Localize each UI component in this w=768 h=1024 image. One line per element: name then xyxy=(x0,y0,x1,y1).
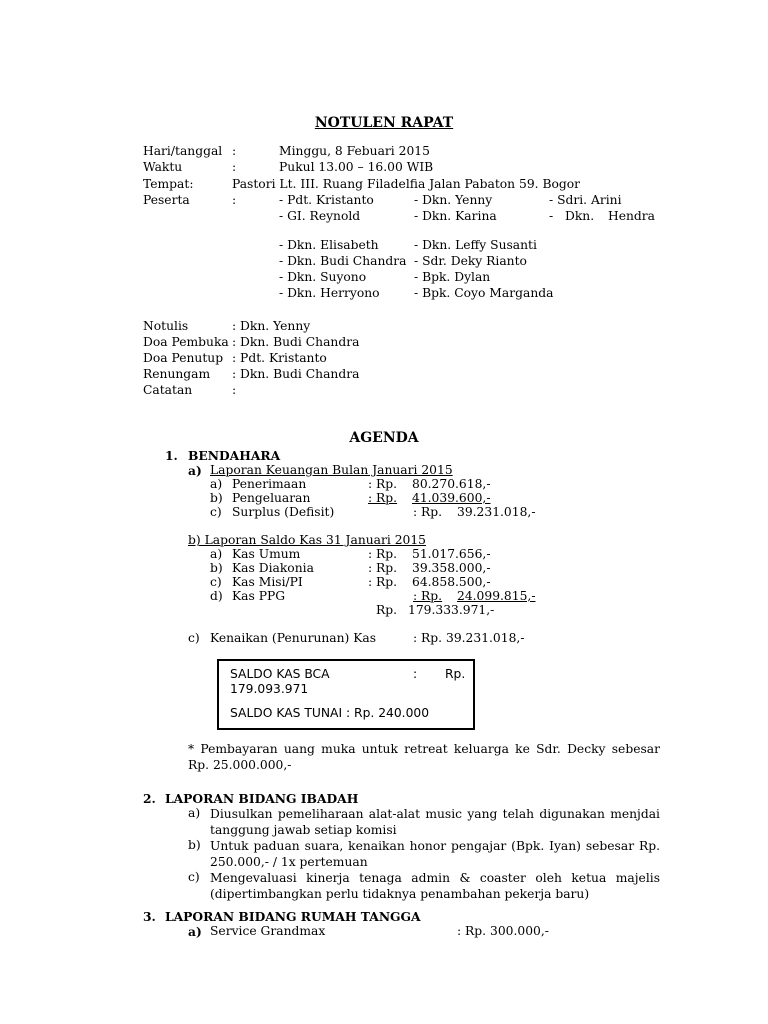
tempat-label: Tempat: xyxy=(143,177,194,191)
section-number: 3. xyxy=(143,909,156,924)
hari-colon: : xyxy=(232,144,237,158)
participant: - Dkn. Suyono xyxy=(279,270,367,284)
item-currency: : Rp. xyxy=(368,575,398,589)
document-title: NOTULEN RAPAT xyxy=(314,115,454,131)
subsection-marker: a) xyxy=(188,463,202,478)
doa-pembuka-label: Doa Pembuka xyxy=(143,335,229,349)
item-marker: a) xyxy=(188,924,202,939)
participant: - Bpk. Dylan xyxy=(414,270,491,284)
saldo-bca-rp: Rp. xyxy=(445,667,466,681)
item-value: 41.039.600,- xyxy=(412,491,491,505)
subsection-title: Laporan Keuangan Bulan Januari 2015 xyxy=(210,463,453,477)
participant: - Pdt. Kristanto xyxy=(279,193,374,207)
item-currency: : Rp. xyxy=(368,477,398,491)
participant-dash: - xyxy=(549,209,554,223)
kenaikan-label: Kenaikan (Penurunan) Kas xyxy=(210,631,377,645)
peserta-colon: : xyxy=(232,193,237,207)
item-label: Kas PPG xyxy=(232,589,286,603)
participant: - Sdr. Deky Rianto xyxy=(414,254,527,268)
item-currency: : Rp. xyxy=(368,561,398,575)
participant: - Bpk. Coyo Marganda xyxy=(414,286,554,300)
saldo-bca-value: 179.093.971 xyxy=(230,682,309,696)
waktu-colon: : xyxy=(232,160,237,174)
item-currency: : Rp. xyxy=(413,505,443,519)
catatan-value: : xyxy=(232,383,237,397)
participant: - Sdri. Arini xyxy=(549,193,622,207)
item-currency: : Rp. xyxy=(368,491,398,505)
item-label: Surplus (Defisit) xyxy=(232,505,335,519)
item-marker: c) xyxy=(188,631,200,645)
catatan-label: Catatan xyxy=(143,383,193,397)
renungan-label: Renungam xyxy=(143,367,211,381)
item-value: 39.358.000,- xyxy=(412,561,491,575)
item-label: Penerimaan xyxy=(232,477,307,491)
item-marker: a) xyxy=(210,547,223,561)
item-marker: b) xyxy=(210,491,223,505)
item-label: Kas Umum xyxy=(232,547,301,561)
section-heading: LAPORAN BIDANG IBADAH xyxy=(165,791,359,806)
section-heading: BENDAHARA xyxy=(188,448,281,463)
participant: - Dkn. Elisabeth xyxy=(279,238,379,252)
doa-pembuka-value: : Dkn. Budi Chandra xyxy=(232,335,360,349)
participant: - Dkn. Yenny xyxy=(414,193,493,207)
total-currency: Rp. xyxy=(376,603,398,617)
item-value: 64.858.500,- xyxy=(412,575,491,589)
section-number: 2. xyxy=(143,791,156,806)
item-label: Pengeluaran xyxy=(232,491,311,505)
subsection-title: b) Laporan Saldo Kas 31 Januari 2015 xyxy=(188,533,427,547)
renungan-value: : Dkn. Budi Chandra xyxy=(232,367,360,381)
item-marker: c) xyxy=(210,575,222,589)
saldo-bca-colon: : xyxy=(413,667,418,681)
peserta-label: Peserta xyxy=(143,193,190,207)
agenda-title: AGENDA xyxy=(349,430,419,446)
item-marker: c) xyxy=(188,870,200,884)
item-marker: b) xyxy=(210,561,223,575)
notulis-value: : Dkn. Yenny xyxy=(232,319,311,333)
participant-name: Hendra xyxy=(608,209,656,223)
item-marker: a) xyxy=(188,806,201,820)
item-label: Service Grandmax xyxy=(210,924,326,938)
item-label: Kas Misi/PI xyxy=(232,575,303,589)
participant: - Dkn. Karina xyxy=(414,209,497,223)
item-text: Diusulkan pemeliharaan alat-alat music yang telah digunakan menjdai tanggung jawab setiap komisi xyxy=(210,807,660,837)
item-currency: : Rp. xyxy=(368,547,398,561)
notulis-label: Notulis xyxy=(143,319,189,333)
waktu-label: Waktu xyxy=(143,160,183,174)
item-value: 51.017.656,- xyxy=(412,547,491,561)
saldo-bca-label: SALDO KAS BCA xyxy=(230,667,330,681)
item-value: 80.270.618,- xyxy=(412,477,491,491)
saldo-box xyxy=(217,659,475,730)
item-value: 39.231.018,- xyxy=(457,505,536,519)
section-heading: LAPORAN BIDANG RUMAH TANGGA xyxy=(165,909,421,924)
item-marker: d) xyxy=(210,589,223,603)
participant: - Dkn. Budi Chandra xyxy=(279,254,407,268)
item-value: 24.099.815,- xyxy=(457,589,536,603)
hari-value: Minggu, 8 Febuari 2015 xyxy=(279,144,430,158)
total-value: 179.333.971,- xyxy=(408,603,495,617)
tempat-value: Pastori Lt. III. Ruang Filadelfia Jalan Pabaton 59. Bogor xyxy=(232,177,581,191)
doa-penutup-value: : Pdt. Kristanto xyxy=(232,351,327,365)
item-value: : Rp. 300.000,- xyxy=(457,924,549,938)
hari-label: Hari/tanggal xyxy=(143,144,223,158)
participant: - Dkn. Herryono xyxy=(279,286,380,300)
item-text: Untuk paduan suara, kenaikan honor pengajar (Bpk. Iyan) sebesar Rp. 250.000,- / 1x pertemuan xyxy=(210,839,660,869)
item-currency: : Rp. xyxy=(413,589,443,603)
item-marker: c) xyxy=(210,505,222,519)
item-label: Kas Diakonia xyxy=(232,561,314,575)
item-marker: a) xyxy=(210,477,223,491)
kenaikan-value: : Rp. 39.231.018,- xyxy=(413,631,525,645)
section-number: 1. xyxy=(165,448,178,463)
participant-title: Dkn. xyxy=(565,209,595,223)
item-marker: b) xyxy=(188,838,201,852)
participant: - Dkn. Leffy Susanti xyxy=(414,238,537,252)
waktu-value: Pukul 13.00 – 16.00 WIB xyxy=(279,160,434,174)
participant: - GI. Reynold xyxy=(279,209,361,223)
saldo-tunai: SALDO KAS TUNAI : Rp. 240.000 xyxy=(230,706,430,720)
doa-penutup-label: Doa Penutup xyxy=(143,351,224,365)
payment-note: * Pembayaran uang muka untuk retreat keluarga ke Sdr. Decky sebesar Rp. 25.000.000,- xyxy=(188,742,660,772)
item-text: Mengevaluasi kinerja tenaga admin & coaster oleh ketua majelis (dipertimbangkan perlu tidaknya penambahan pekerja baru) xyxy=(210,871,660,901)
